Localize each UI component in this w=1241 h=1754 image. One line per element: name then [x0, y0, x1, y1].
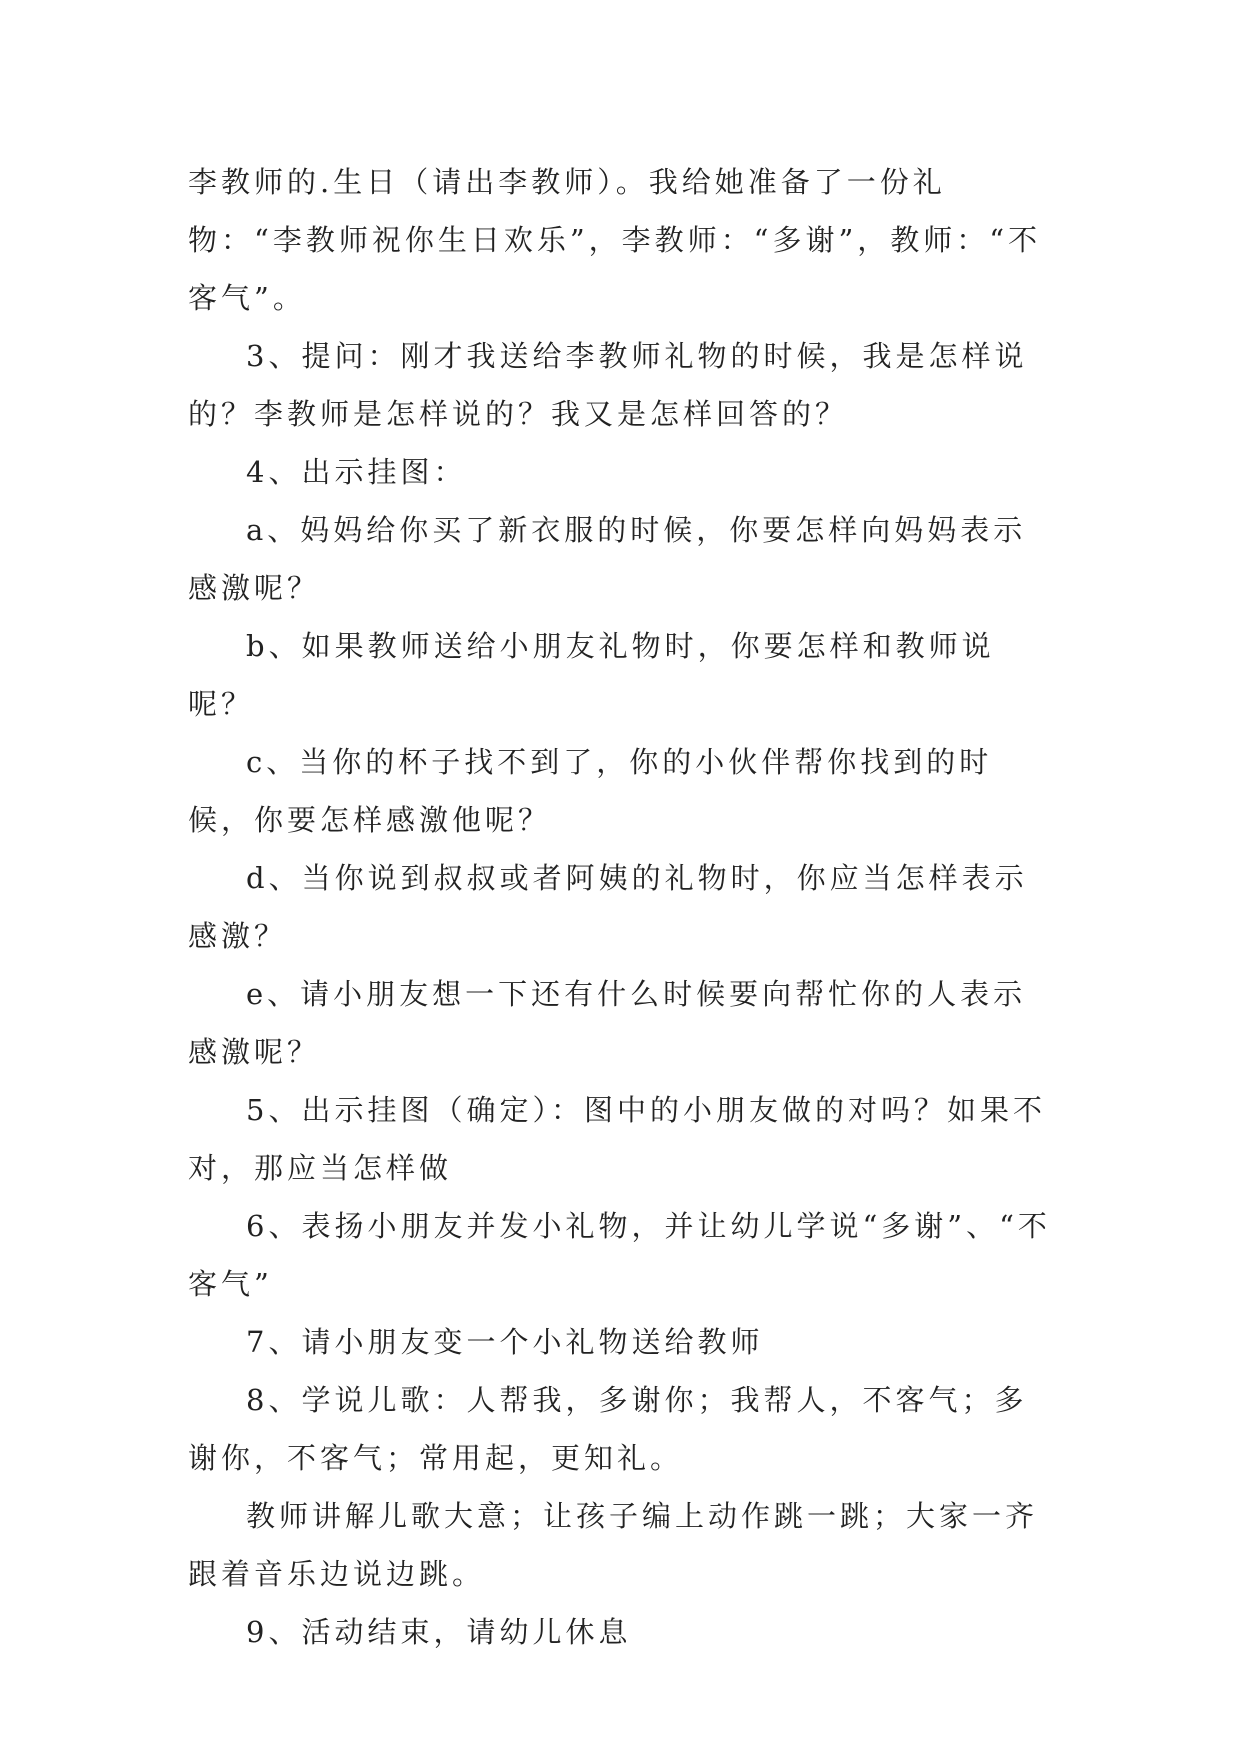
paragraph-explanation: 教师讲解儿歌大意；让孩子编上动作跳一跳；大家一齐跟着音乐边说边跳。 — [188, 1499, 1039, 1591]
paragraph-step-3: 3、提问：刚才我送给李教师礼物的时候，我是怎样说的？李教师是怎样说的？我又是怎样回答的？ — [188, 339, 1028, 431]
paragraph-step-7: 7、请小朋友变一个小礼物送给教师 — [246, 1325, 764, 1359]
paragraph-item-b: b、如果教师送给小朋友礼物时，你要怎样和教师说呢？ — [188, 629, 995, 721]
paragraph-step-6: 6、表扬小朋友并发小礼物，并让幼儿学说“多谢”、“不客气” — [188, 1209, 1051, 1301]
paragraph-step-5: 5、出示挂图（确定）：图中的小朋友做的对吗？如果不对，那应当怎样做 — [188, 1093, 1046, 1185]
paragraph-item-a: a、妈妈给你买了新衣服的时候，你要怎样向妈妈表示感激呢？ — [188, 513, 1027, 605]
paragraph-item-c: c、当你的杯子找不到了，你的小伙伴帮你找到的时候，你要怎样感激他呢？ — [188, 745, 993, 837]
paragraph-item-d: d、当你说到叔叔或者阿姨的礼物时，你应当怎样表示感激？ — [188, 861, 1028, 953]
paragraph-step-9: 9、活动结束，请幼儿休息 — [246, 1615, 632, 1649]
paragraph-continued: 李教师的.生日（请出李教师）。我给她准备了一份礼物：“李教师祝你生日欢乐”，李教师：“多谢”，教师：“不客气”。 — [188, 165, 1042, 315]
document-body — [188, 153, 1058, 1661]
paragraph-item-e: e、请小朋友想一下还有什么时候要向帮忙你的人表示感激呢？ — [188, 977, 1027, 1069]
paragraph-step-4: 4、出示挂图： — [246, 455, 467, 489]
paragraph-step-8: 8、学说儿歌：人帮我，多谢你；我帮人，不客气；多谢你，不客气；常用起，更知礼。 — [188, 1383, 1028, 1475]
